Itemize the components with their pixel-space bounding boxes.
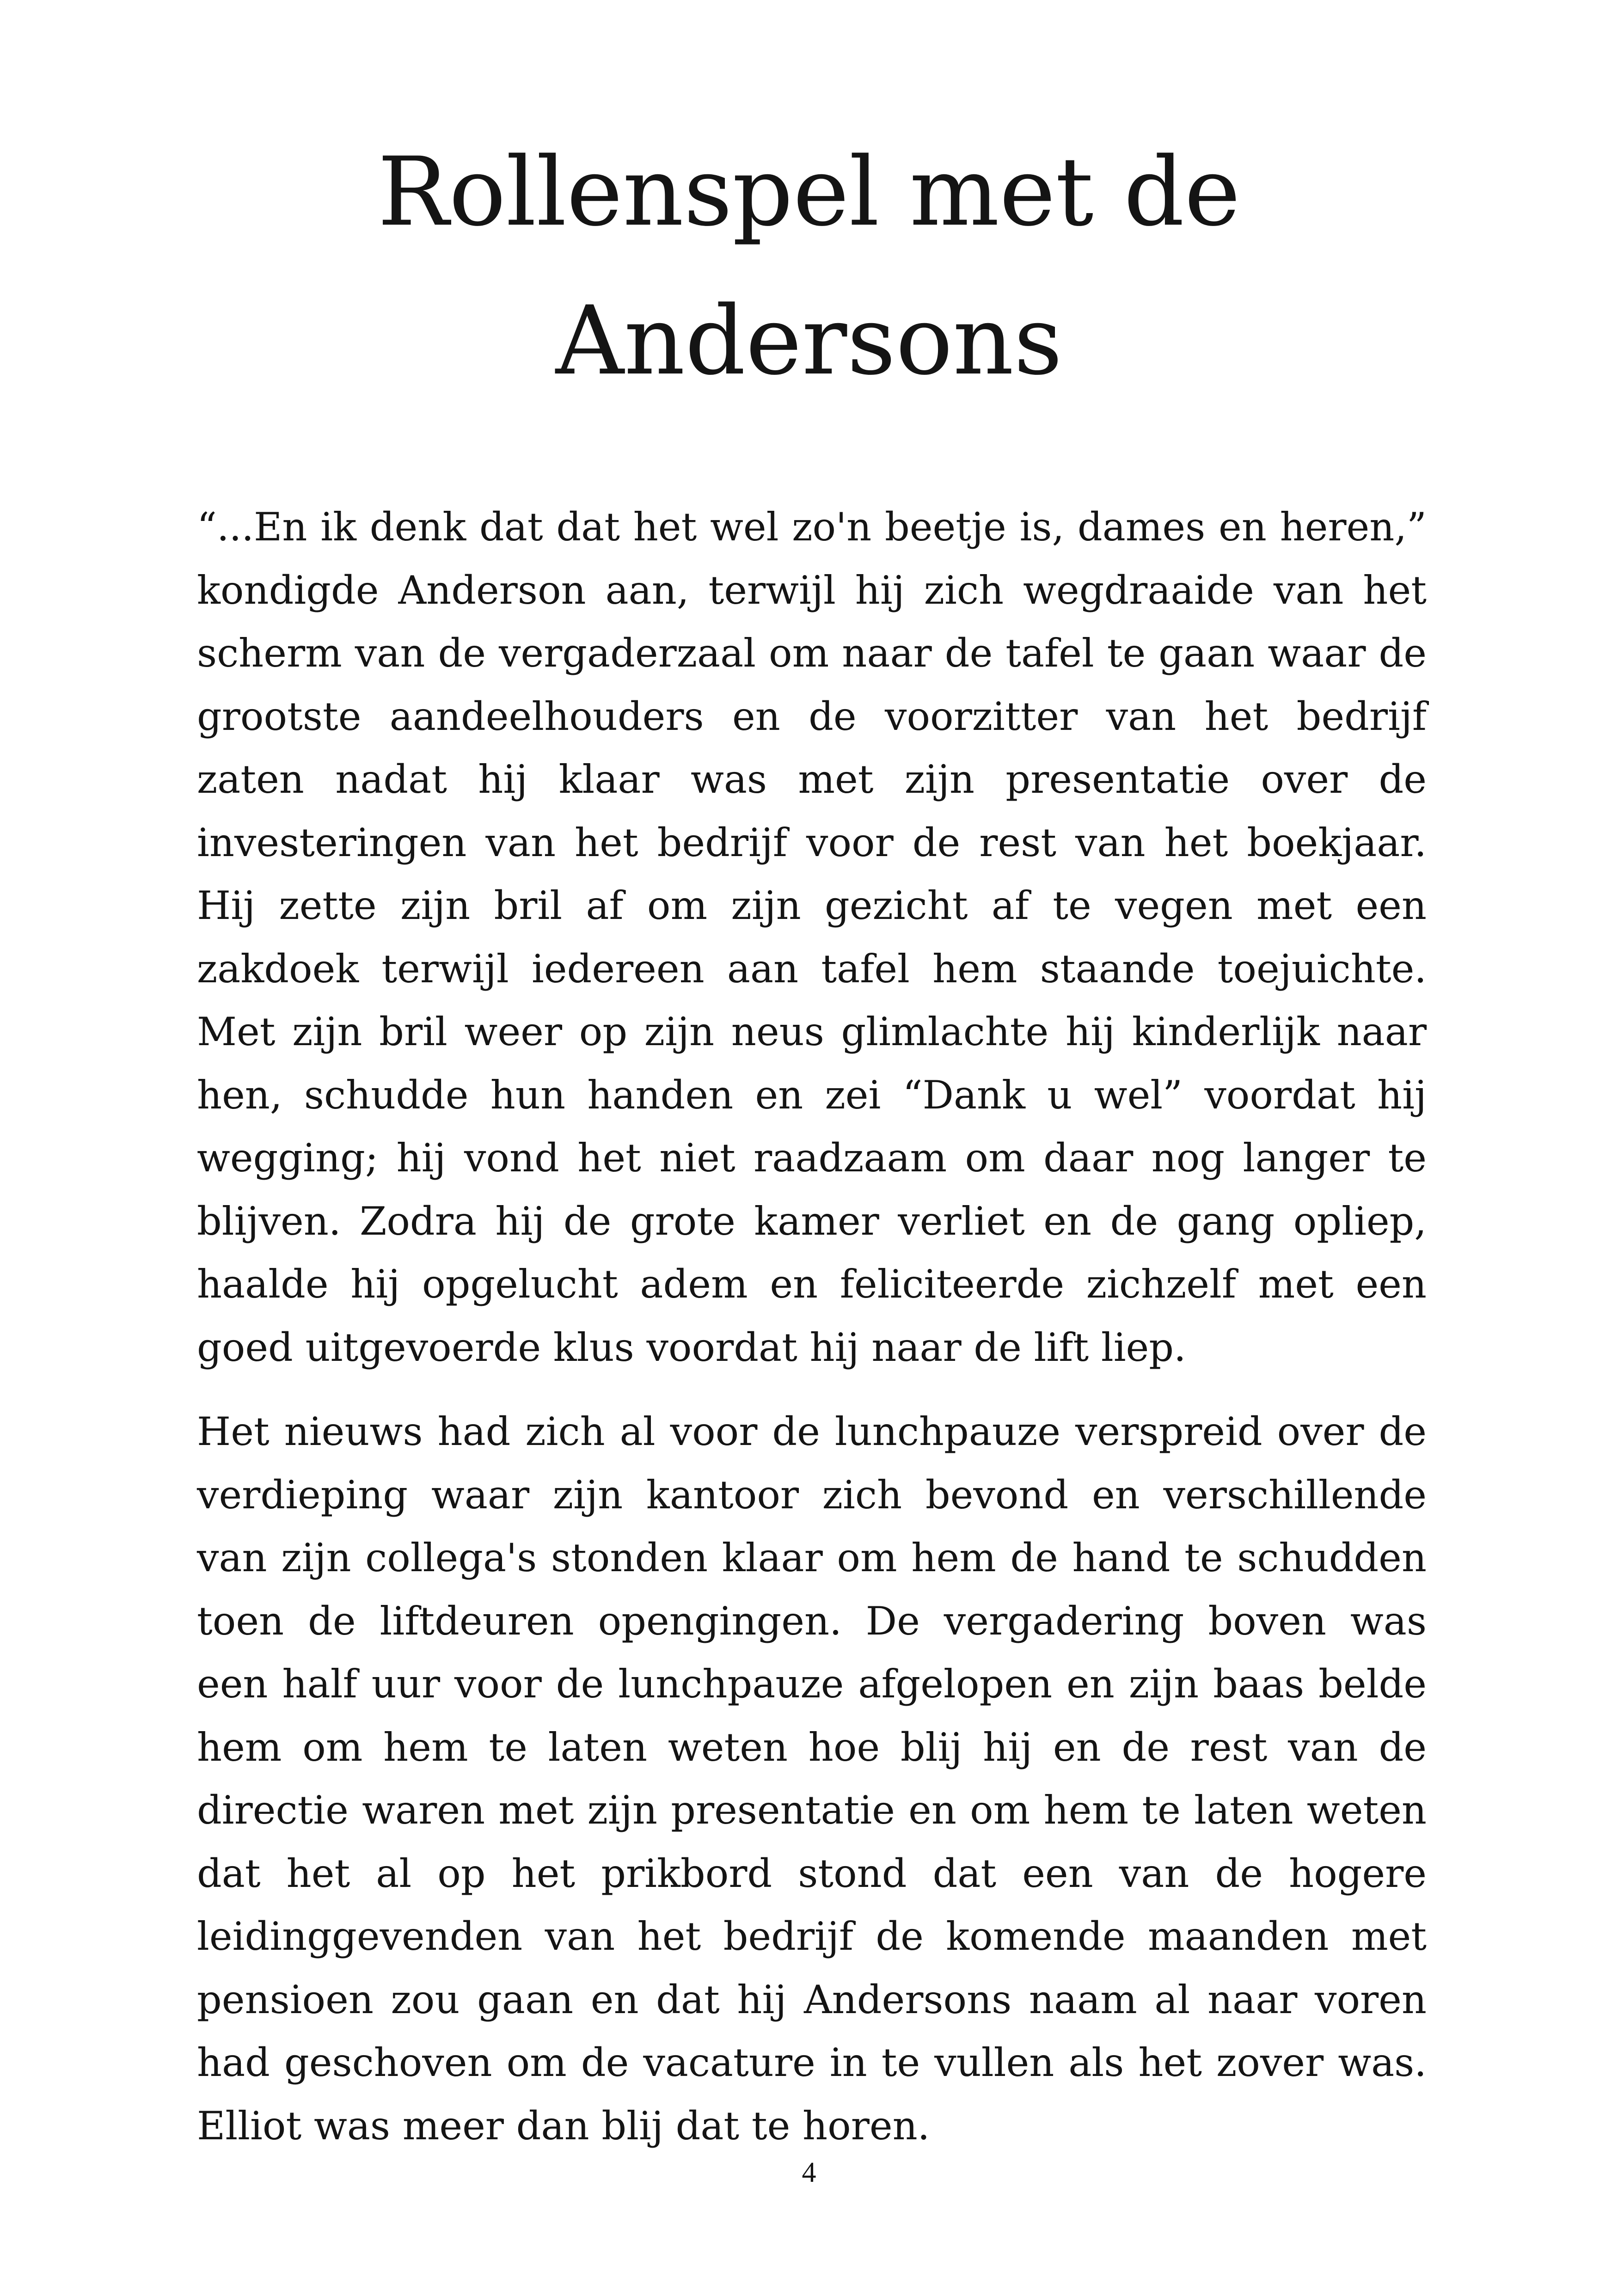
chapter-title xyxy=(0,118,1618,416)
paragraph-1: “...En ik denk dat dat het wel zo'n beetje is, dames en heren,” kondigde Anderson aan, terwijl hij zich wegdraaide van het scherm van de vergaderzaal om naar de tafel te gaan waar de grootste aandeelhouders en de voorzitter van het bedrijf zaten nadat hij klaar was met zijn presentatie over de investeringen van het bedrijf voor de rest van het boekjaar. Hij zette zijn bril af om zijn gezicht af te vegen met een zakdoek terwijl iedereen aan tafel hem staande toejuichte. Met zijn bril weer op zijn neus glimlachte hij kinderlijk naar hen, schudde hun handen en zei “Dank u wel” voordat hij wegging; hij vond het niet raadzaam om daar nog langer te blijven. Zodra hij de grote kamer verliet en de gang opliep, haalde hij opgelucht adem en feliciteerde zichzelf met een goed uitgevoerde klus voordat hij naar de lift liep. xyxy=(197,504,1427,1370)
chapter-title-line-2: Andersons xyxy=(555,286,1063,396)
chapter-title-line-1: Rollenspel met de xyxy=(377,137,1241,247)
page-number: 4 xyxy=(802,2157,816,2188)
body-text xyxy=(197,496,1427,2157)
paragraph-2: Het nieuws had zich al voor de lunchpauze verspreid over de verdieping waar zijn kantoor zich bevond en verschillende van zijn collega's stonden klaar om hem de hand te schudden toen de liftdeuren opengingen. De vergadering boven was een half uur voor de lunchpauze afgelopen en zijn baas belde hem om hem te laten weten hoe blij hij en de rest van de directie waren met zijn presentatie en om hem te laten weten dat het al op het prikbord stond dat een van de hogere leidinggevenden van het bedrijf de komende maanden met pensioen zou gaan en dat hij Andersons naam al naar voren had geschoven om de vacature in te vullen als het zover was. Elliot was meer dan blij dat te horen. xyxy=(197,1409,1427,2149)
